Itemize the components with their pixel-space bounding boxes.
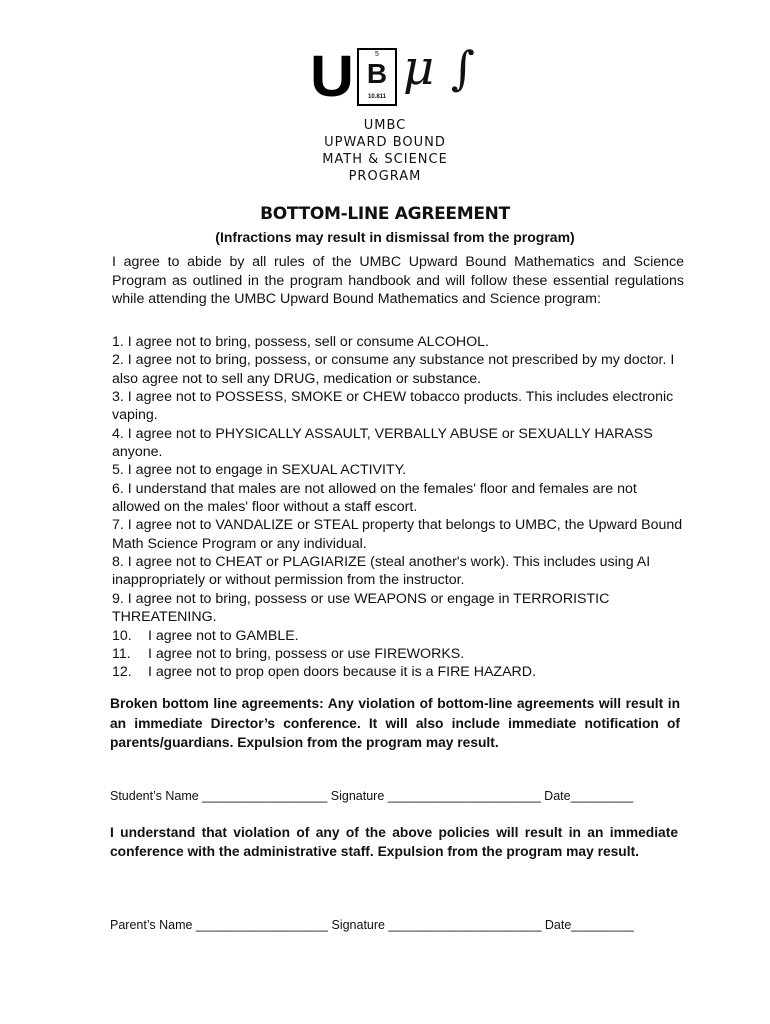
rule-text: I agree not to bring, possess, sell or consume ALCOHOL.: [127, 334, 489, 350]
ubms-logo: [305, 40, 495, 110]
rule-number: 6.: [112, 480, 124, 497]
rule-item: [112, 351, 687, 388]
rule-number: 11.: [112, 645, 131, 662]
logo-element-box: [357, 48, 397, 106]
rule-number: 5.: [112, 462, 124, 479]
student-signature-line: Student’s Name __________________ Signature ______________________ Date_________: [110, 789, 634, 803]
rule-text: I agree not to bring, possess or use FIREWORKS.: [148, 645, 465, 662]
rule-text: I agree not to POSSESS, SMOKE or CHEW tobacco products. This includes electronic vaping.: [112, 389, 674, 424]
program-name: [200, 117, 570, 185]
rule-text: I agree not to VANDALIZE or STEAL property that belongs to UMBC, the Upward Bound Math Science Program or any individual.: [112, 517, 683, 552]
rule-number: 10.: [112, 627, 132, 644]
understand-statement: I understand that violation of any of the above policies will result in an immediate conference with the administrative staff. Expulsion from the program may result.: [110, 825, 678, 859]
rule-text: I agree not to CHEAT or PLAGIARIZE (steal another's work). This includes using AI inappropriately or without permission from the instructor.: [112, 554, 651, 589]
rule-number: 3.: [112, 389, 124, 406]
logo-letter-u: U: [309, 44, 354, 109]
rule-number: 7.: [112, 517, 124, 534]
rule-item: [112, 425, 687, 462]
rule-item: [112, 663, 687, 681]
document-subtitle: (Infractions may result in dismissal from the program): [215, 229, 575, 245]
logo-integral-symbol: ∫: [451, 41, 475, 95]
logo-mu-symbol: μ: [403, 40, 435, 96]
rule-text: I agree not to bring, possess or use WEAPONS or engage in TERRORISTIC THREATENING.: [112, 590, 610, 626]
program-name-line: MATH & SCIENCE: [322, 152, 448, 167]
rule-item: [112, 590, 687, 627]
rule-item: [112, 516, 687, 553]
rule-number: 8.: [112, 554, 124, 571]
rule-item: [112, 333, 687, 351]
logo-element-symbol: B: [366, 58, 388, 89]
rule-item: [112, 388, 687, 425]
rule-text: I understand that males are not allowed on the females' floor and females are not allowed on the males' floor without a staff escort.: [112, 480, 637, 516]
rule-text: I agree not to engage in SEXUAL ACTIVITY.: [127, 462, 407, 479]
logo-element-mass: 10.811: [367, 94, 387, 100]
program-name-line: UPWARD BOUND: [324, 135, 446, 150]
document-title: BOTTOM-LINE AGREEMENT: [260, 204, 510, 224]
program-name-line: UMBC: [363, 118, 407, 133]
rule-text: I agree not to bring, possess, or consume any substance not prescribed by my doctor. I also agree not to sell any DRUG, medication or substance.: [112, 352, 675, 387]
intro-paragraph: I agree to abide by all rules of the UMBC Upward Bound Mathematics and Science Program as outlined in the program handbook and will follow these essential regulations while attending the UMBC Upward Bound Mathematics and Science program:: [112, 254, 684, 307]
broken-agreement-statement: Broken bottom line agreements: Any violation of bottom-line agreements will result in an immediate Director’s conference. It will also include immediate notification of parents/guardians. Expulsion from the program may result.: [110, 696, 680, 750]
rule-item: [112, 553, 687, 590]
rule-text: I agree not to GAMBLE.: [148, 627, 299, 644]
rule-number: 9.: [112, 590, 124, 607]
logo-element-number: 5: [375, 51, 379, 58]
program-name-line: PROGRAM: [348, 169, 422, 184]
parent-signature-line: Parent’s Name ___________________ Signature ______________________ Date_________: [110, 918, 634, 932]
rule-number: 1.: [112, 334, 124, 350]
rule-text: I agree not to PHYSICALLY ASSAULT, VERBALLY ABUSE or SEXUALLY HARASS anyone.: [112, 425, 653, 461]
rule-item: [112, 645, 687, 663]
rule-item: [112, 461, 687, 479]
rule-number: 4.: [112, 425, 124, 442]
rule-item: [112, 627, 687, 645]
rule-item: [112, 480, 687, 517]
rule-text: I agree not to prop open doors because it is a FIRE HAZARD.: [148, 664, 536, 681]
rule-number: 12.: [112, 664, 132, 681]
rule-number: 2.: [112, 352, 124, 369]
rules-list: [112, 333, 687, 682]
